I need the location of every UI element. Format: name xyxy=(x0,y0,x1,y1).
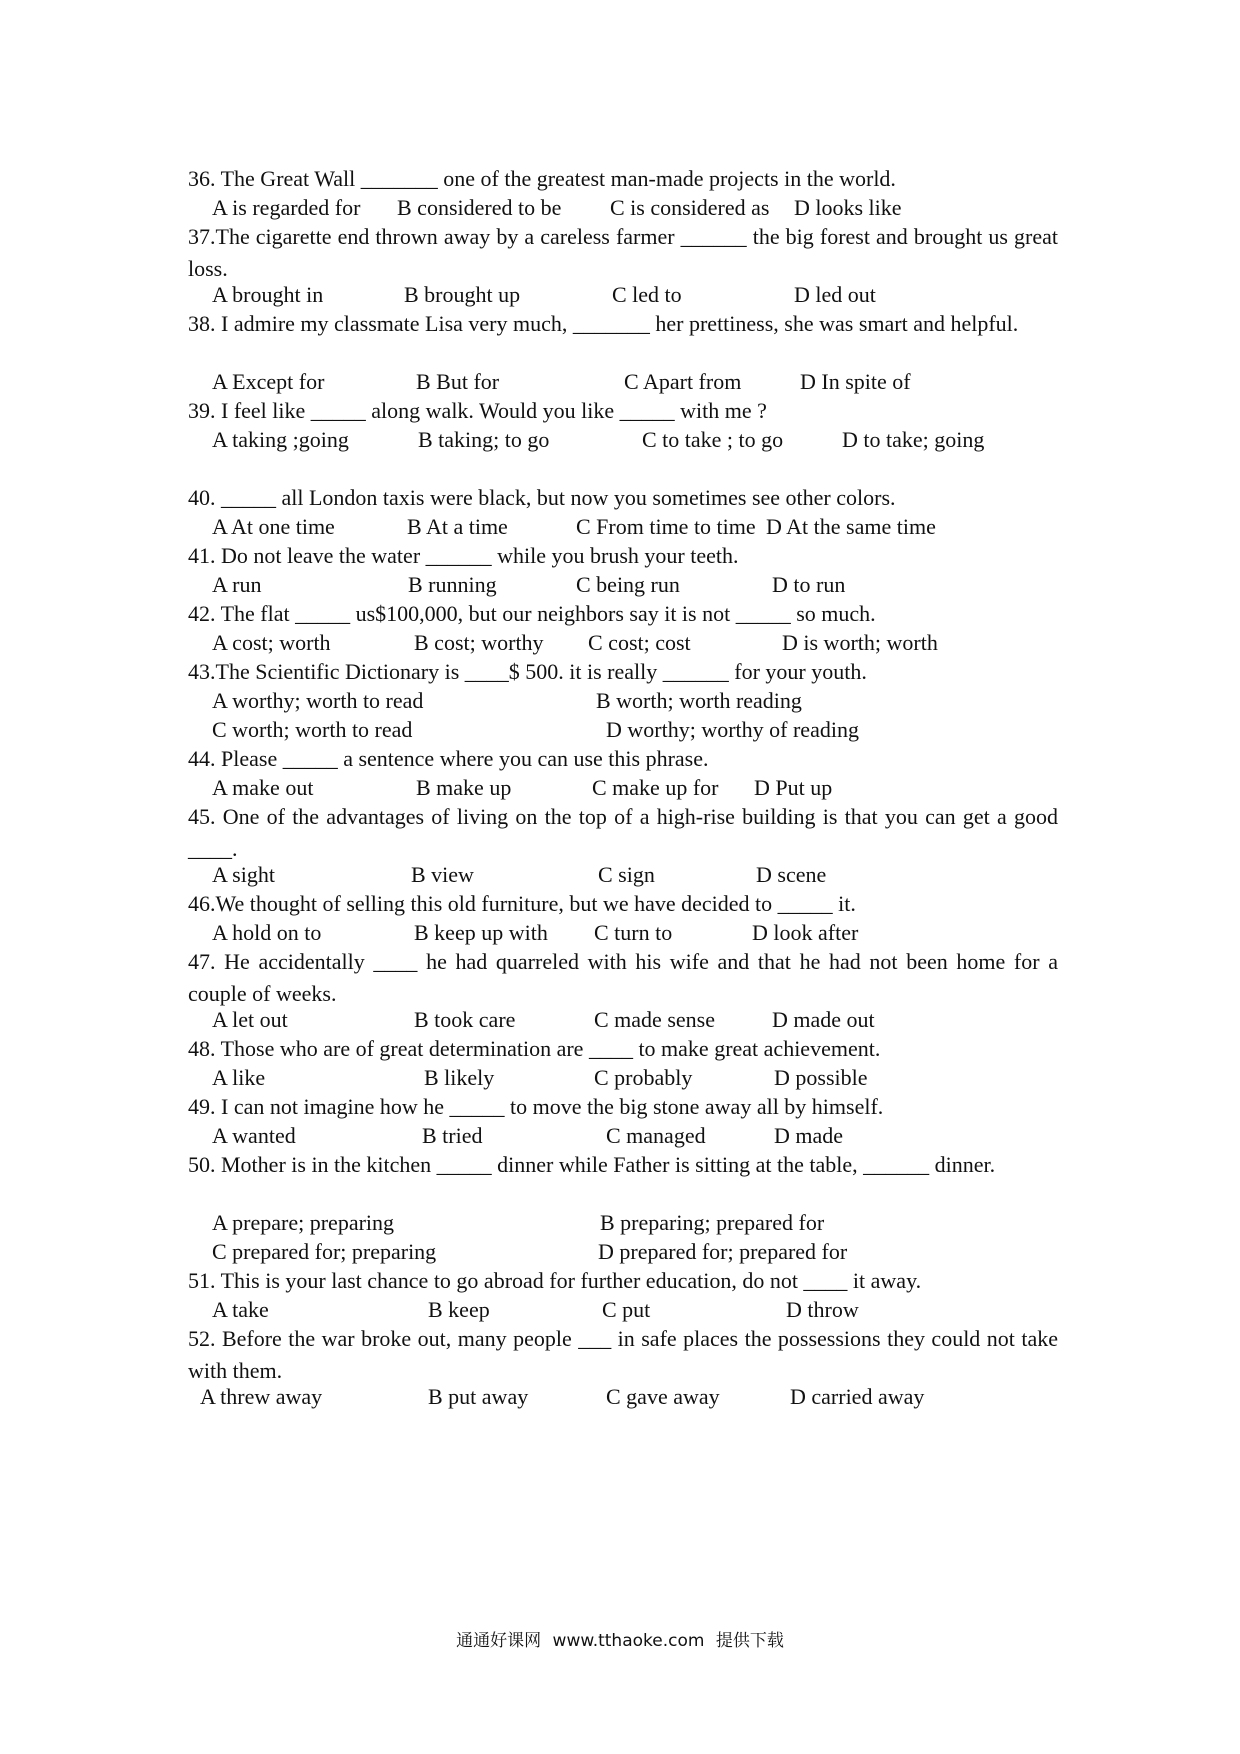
question-42-options xyxy=(188,627,1058,659)
option-a: A run xyxy=(212,572,262,597)
question-44 xyxy=(188,743,1058,775)
question-38 xyxy=(188,308,1058,340)
option-d: D led out xyxy=(794,282,876,307)
footer-note: 提供下载 xyxy=(715,1631,784,1651)
option-a: A make out xyxy=(212,775,314,800)
option-a: A take xyxy=(212,1297,269,1322)
option-b: B At a time xyxy=(407,514,508,539)
footer-site-name: 通通好课网 xyxy=(456,1631,542,1651)
question-stem: 40. _____ all London taxis were black, but now you sometimes see other colors. xyxy=(188,485,896,510)
question-stem: 39. I feel like _____ along walk. Would you like _____ with me ? xyxy=(188,398,767,423)
option-a: A threw away xyxy=(200,1384,323,1409)
option-c: C managed xyxy=(606,1123,706,1148)
option-d: D made out xyxy=(772,1007,875,1032)
option-c: C to take ; to go xyxy=(642,427,784,452)
option-b: B view xyxy=(411,862,474,887)
option-d: D looks like xyxy=(794,195,902,220)
question-stem: 51. This is your last chance to go abroad for further education, do not ____ it away. xyxy=(188,1268,922,1293)
question-stem: 46.We thought of selling this old furniture, but we have decided to _____ it. xyxy=(188,891,856,916)
question-stem: 47. He accidentally ____ he had quarreled with his wife and that he had not been home for a couple of weeks. xyxy=(188,949,1058,1006)
option-c: C turn to xyxy=(594,920,673,945)
question-43-options-row2 xyxy=(188,714,1058,746)
question-44-options xyxy=(188,772,1058,804)
option-d: D possible xyxy=(774,1065,868,1090)
option-c: C put xyxy=(602,1297,651,1322)
option-b: B keep xyxy=(428,1297,490,1322)
question-42 xyxy=(188,598,1058,630)
option-c: C worth; worth to read xyxy=(212,717,413,742)
question-stem: 50. Mother is in the kitchen _____ dinner while Father is sitting at the table, ______ dinner. xyxy=(188,1152,996,1177)
question-51-options xyxy=(188,1294,1058,1326)
question-39 xyxy=(188,395,1058,427)
option-c: C is considered as xyxy=(610,195,770,220)
option-b: B But for xyxy=(416,369,500,394)
question-stem: 44. Please _____ a sentence where you can use this phrase. xyxy=(188,746,709,771)
question-52-options xyxy=(188,1381,1058,1413)
question-39-options xyxy=(188,424,1058,456)
option-d: D At the same time xyxy=(766,514,936,539)
question-41 xyxy=(188,540,1058,572)
page-footer xyxy=(0,1626,1240,1651)
option-b: B likely xyxy=(424,1065,495,1090)
option-a: A let out xyxy=(212,1007,288,1032)
question-43-options-row1 xyxy=(188,685,1058,717)
question-36 xyxy=(188,163,1058,195)
option-b: B took care xyxy=(414,1007,516,1032)
option-b: B cost; worthy xyxy=(414,630,544,655)
question-45-options xyxy=(188,859,1058,891)
question-stem: 52. Before the war broke out, many people ___ in safe places the possessions they could not take with them. xyxy=(188,1326,1058,1383)
option-a: A like xyxy=(212,1065,266,1090)
option-c: C sign xyxy=(598,862,655,887)
question-40-options xyxy=(188,511,1058,543)
option-c: C gave away xyxy=(606,1384,720,1409)
option-a: A wanted xyxy=(212,1123,296,1148)
question-43 xyxy=(188,656,1058,688)
option-b: B preparing; prepared for xyxy=(600,1210,825,1235)
question-stem: 49. I can not imagine how he _____ to move the big stone away all by himself. xyxy=(188,1094,884,1119)
option-a: A is regarded for xyxy=(212,195,361,220)
question-46-options xyxy=(188,917,1058,949)
option-b: B brought up xyxy=(404,282,521,307)
option-c: C Apart from xyxy=(624,369,742,394)
option-d: D Put up xyxy=(754,775,833,800)
option-d: D In spite of xyxy=(800,369,911,394)
question-50 xyxy=(188,1149,1058,1181)
question-stem: 37.The cigarette end thrown away by a careless farmer ______ the big forest and brought us great loss. xyxy=(188,224,1058,281)
question-stem: 41. Do not leave the water ______ while you brush your teeth. xyxy=(188,543,739,568)
option-b: B considered to be xyxy=(397,195,562,220)
option-a: A sight xyxy=(212,862,275,887)
option-d: D to take; going xyxy=(842,427,985,452)
option-a: A prepare; preparing xyxy=(212,1210,395,1235)
option-c: C made sense xyxy=(594,1007,715,1032)
option-a: A brought in xyxy=(212,282,324,307)
question-46 xyxy=(188,888,1058,920)
question-52 xyxy=(188,1323,1058,1387)
question-45 xyxy=(188,801,1058,865)
option-a: A Except for xyxy=(212,369,325,394)
question-37 xyxy=(188,221,1058,285)
option-c: C led to xyxy=(612,282,682,307)
option-d: D prepared for; prepared for xyxy=(598,1239,848,1264)
option-d: D scene xyxy=(756,862,827,887)
question-41-options xyxy=(188,569,1058,601)
question-49-options xyxy=(188,1120,1058,1152)
option-c: C From time to time xyxy=(576,514,756,539)
footer-url: www.tthaoke.com xyxy=(552,1631,705,1651)
option-b: B keep up with xyxy=(414,920,548,945)
option-d: D worthy; worthy of reading xyxy=(606,717,859,742)
option-a: A worthy; worth to read xyxy=(212,688,424,713)
option-a: A cost; worth xyxy=(212,630,331,655)
question-40 xyxy=(188,482,1058,514)
option-d: D is worth; worth xyxy=(782,630,938,655)
question-51 xyxy=(188,1265,1058,1297)
question-47 xyxy=(188,946,1058,1010)
option-c: C prepared for; preparing xyxy=(212,1239,437,1264)
option-c: C probably xyxy=(594,1065,693,1090)
question-48-options xyxy=(188,1062,1058,1094)
option-a: A taking ;going xyxy=(212,427,349,452)
option-b: B taking; to go xyxy=(418,427,550,452)
question-stem: 43.The Scientific Dictionary is ____$ 500. it is really ______ for your youth. xyxy=(188,659,867,684)
question-stem: 48. Those who are of great determination are ____ to make great achievement. xyxy=(188,1036,881,1061)
question-stem: 45. One of the advantages of living on the top of a high-rise building is that you can get a good ____. xyxy=(188,804,1058,861)
question-50-options-row1 xyxy=(188,1207,1058,1239)
option-d: D to run xyxy=(772,572,846,597)
question-36-options xyxy=(188,192,1058,224)
question-38-options xyxy=(188,366,1058,398)
question-stem: 38. I admire my classmate Lisa very much, _______ her prettiness, she was smart and helpful. xyxy=(188,311,1019,336)
option-d: D throw xyxy=(786,1297,859,1322)
option-b: B put away xyxy=(428,1384,529,1409)
option-c: C cost; cost xyxy=(588,630,691,655)
option-b: B running xyxy=(408,572,497,597)
question-stem: 36. The Great Wall _______ one of the greatest man-made projects in the world. xyxy=(188,166,896,191)
option-d: D made xyxy=(774,1123,844,1148)
option-a: A hold on to xyxy=(212,920,322,945)
option-b: B make up xyxy=(416,775,512,800)
question-50-options-row2 xyxy=(188,1236,1058,1268)
option-c: C make up for xyxy=(592,775,719,800)
option-d: D carried away xyxy=(790,1384,925,1409)
question-stem: 42. The flat _____ us$100,000, but our neighbors say it is not _____ so much. xyxy=(188,601,876,626)
question-47-options xyxy=(188,1004,1058,1036)
question-37-options xyxy=(188,279,1058,311)
option-c: C being run xyxy=(576,572,680,597)
option-b: B tried xyxy=(422,1123,483,1148)
question-49 xyxy=(188,1091,1058,1123)
option-a: A At one time xyxy=(212,514,335,539)
option-b: B worth; worth reading xyxy=(596,688,802,713)
question-48 xyxy=(188,1033,1058,1065)
option-d: D look after xyxy=(752,920,859,945)
